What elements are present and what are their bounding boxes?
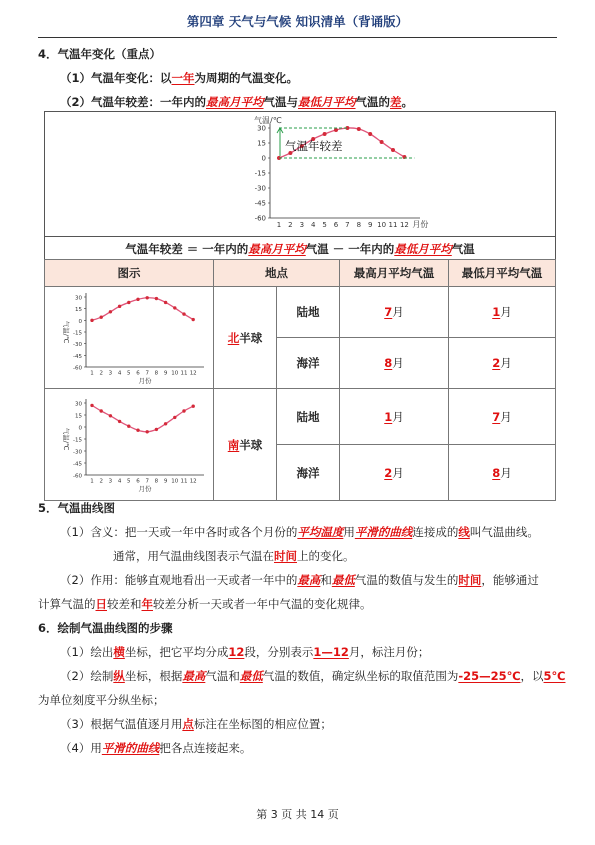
col-header: 图示 — [45, 260, 214, 287]
x-tick-label: 10 — [171, 478, 179, 485]
text: 计算气温的 — [38, 597, 96, 611]
data-point — [380, 140, 384, 144]
key-term: 2 — [384, 465, 393, 480]
key-term: 最高 — [297, 573, 321, 587]
y-tick-label: 0 — [261, 154, 266, 163]
max-cell — [340, 287, 449, 338]
page-footer: 第 3 页 共 14 页 — [256, 808, 339, 821]
hemisphere-cell — [214, 287, 277, 389]
text: ，以 — [520, 669, 544, 683]
y-tick-label: -15 — [254, 169, 266, 178]
s6-line1 — [60, 644, 429, 660]
x-axis-label: 月份 — [138, 485, 152, 493]
y-tick-label: -30 — [73, 342, 82, 349]
key-term: 最低月平均 — [394, 242, 452, 256]
max-cell — [340, 389, 449, 445]
text: 气温 － 一年内的 — [305, 242, 395, 256]
data-point — [100, 316, 103, 319]
key-term: 一年 — [171, 71, 195, 85]
data-point — [90, 404, 93, 407]
y-tick-label: 15 — [75, 413, 82, 420]
text: 通常，用气温曲线图表示气温在 — [113, 549, 274, 563]
s4-line1 — [60, 70, 298, 86]
text: 月 — [500, 409, 512, 424]
table-row — [45, 389, 556, 445]
x-tick-label: 5 — [127, 370, 131, 377]
key-term: 8 — [492, 465, 501, 480]
col-header: 地点 — [214, 260, 340, 287]
data-point — [136, 298, 139, 301]
s5-line2 — [113, 548, 355, 564]
x-tick-label: 11 — [180, 478, 188, 485]
s4-line2 — [60, 94, 413, 110]
temperature-curve — [92, 298, 193, 321]
key-term: 最高月平均 — [248, 242, 306, 256]
data-point — [100, 409, 103, 412]
text: 段，分别表示 — [244, 645, 314, 659]
key-term: 线 — [458, 525, 470, 539]
y-tick-label: -60 — [73, 365, 82, 372]
x-tick-label: 9 — [163, 478, 168, 485]
key-term: 平滑的曲线 — [101, 741, 160, 755]
x-tick-label: 11 — [180, 370, 188, 377]
x-axis-label: 月份 — [138, 377, 152, 385]
x-tick-label: 8 — [154, 478, 159, 485]
text: 较差和 — [107, 597, 142, 611]
text: 坐标，把它平均分成 — [124, 645, 229, 659]
x-tick-label: 8 — [154, 370, 159, 377]
data-point — [182, 409, 185, 412]
x-tick-label: 8 — [356, 221, 362, 229]
data-point — [334, 128, 338, 132]
x-tick-label: 6 — [136, 370, 140, 377]
y-tick-label: -30 — [254, 184, 266, 193]
y-tick-label: -45 — [73, 461, 82, 468]
key-term: 北 — [227, 330, 240, 345]
x-tick-label: 4 — [310, 221, 316, 229]
data-point — [118, 420, 121, 423]
x-tick-label: 11 — [388, 221, 398, 229]
temperature-curve — [92, 405, 193, 431]
section-5-heading: 5．气温曲线图 — [38, 501, 116, 515]
y-tick-label: 30 — [257, 124, 266, 133]
key-term: 12 — [228, 645, 245, 659]
text: （2）气温年较差：一年内的 — [60, 95, 207, 109]
table-header-row — [45, 260, 556, 287]
x-tick-label: 1 — [276, 221, 282, 229]
text: （1）绘出 — [60, 645, 114, 659]
key-term: 7 — [384, 305, 393, 319]
text: 气温的 — [355, 95, 391, 109]
formula — [45, 241, 555, 257]
text: 月 — [500, 465, 512, 480]
s5-line3 — [60, 572, 539, 588]
x-tick-label: 5 — [322, 221, 327, 229]
text: 标注在坐标图的相应位置； — [193, 717, 332, 731]
place-cell: 陆地 — [277, 287, 340, 338]
key-term: 最低 — [331, 573, 355, 587]
y-tick-label: -45 — [254, 199, 266, 208]
key-term: 时间 — [458, 573, 482, 587]
text: 为周期的气温变化。 — [194, 71, 299, 85]
min-cell — [449, 445, 556, 501]
text: 和 — [320, 573, 332, 587]
key-term: 8 — [384, 356, 393, 370]
key-term: 最高月平均 — [206, 95, 264, 109]
x-tick-label: 6 — [333, 221, 339, 229]
south-hemisphere-chart — [46, 389, 212, 497]
data-point — [146, 296, 149, 299]
data-point — [90, 319, 93, 322]
north-chart-cell — [45, 287, 214, 389]
text: （3）根据气温值逐月用 — [60, 717, 183, 731]
x-tick-label: 10 — [377, 221, 387, 229]
x-tick-label: 7 — [145, 370, 149, 377]
x-tick-label: 2 — [99, 478, 103, 485]
header-rule — [38, 37, 557, 38]
text: （1）含义：把一天或一年中各时或各个月份的 — [60, 525, 298, 539]
data-point — [357, 127, 361, 131]
key-term: 平滑的曲线 — [354, 525, 413, 539]
y-axis-label: 气温/℃ — [62, 427, 70, 451]
text: 月 — [392, 356, 404, 370]
y-tick-label: -15 — [73, 330, 82, 337]
key-term: 时间 — [274, 549, 297, 563]
s6-line2b: 为单位刻度平分纵坐标； — [38, 693, 165, 707]
key-term: 7 — [492, 409, 501, 424]
key-term: 1 — [384, 409, 393, 424]
text: 月，标注月份； — [348, 645, 430, 659]
text: 气温和 — [205, 669, 240, 683]
text: 较差分析一天或者一年中气温的变化规律。 — [153, 597, 372, 611]
x-tick-label: 7 — [345, 221, 350, 229]
min-cell — [449, 338, 556, 389]
data-point — [164, 301, 167, 304]
text: 叫气温曲线。 — [469, 525, 539, 539]
key-term: 横 — [113, 645, 125, 659]
key-term: 日 — [95, 597, 107, 611]
y-tick-label: -15 — [73, 437, 82, 444]
data-point — [155, 297, 158, 300]
chart-annotation: 气温年较差 — [285, 139, 343, 153]
text: 月 — [500, 356, 512, 370]
place-cell: 海洋 — [277, 445, 340, 501]
s6-line3 — [60, 716, 332, 732]
col-header: 最低月平均气温 — [449, 260, 556, 287]
x-tick-label: 3 — [108, 370, 113, 377]
y-tick-label: -60 — [254, 214, 266, 223]
text: 。 — [401, 95, 414, 109]
text: （4）用 — [60, 741, 102, 755]
key-term: 年 — [141, 597, 153, 611]
text: ，能够通过 — [481, 573, 539, 587]
y-tick-label: 0 — [78, 425, 82, 432]
x-tick-label: 6 — [136, 478, 140, 485]
data-point — [192, 318, 195, 321]
text: 上的变化。 — [297, 549, 355, 563]
y-tick-label: 30 — [75, 295, 82, 302]
formula-box — [44, 236, 556, 260]
key-term: 最低月平均 — [298, 95, 356, 109]
key-term: 平均温度 — [297, 525, 344, 539]
text: （2）绘制 — [60, 669, 114, 683]
text: 气温年较差 ＝ 一年内的 — [125, 242, 249, 256]
annual-temperature-chart — [45, 112, 555, 236]
south-chart-cell — [45, 389, 214, 501]
data-point — [146, 430, 149, 433]
text: 月 — [500, 305, 512, 319]
north-hemisphere-chart — [46, 287, 212, 385]
col-header: 最高月平均气温 — [340, 260, 449, 287]
text: （2）作用：能够直观地看出一天或者一年中的 — [60, 573, 298, 587]
max-cell — [340, 338, 449, 389]
data-point — [127, 425, 130, 428]
key-term: 最低 — [239, 669, 263, 683]
x-tick-label: 1 — [90, 370, 94, 377]
data-point — [118, 305, 121, 308]
key-term: 点 — [182, 717, 194, 731]
key-term: 2 — [492, 356, 501, 370]
x-tick-label: 3 — [299, 221, 305, 229]
text: 把各点连接起来。 — [159, 741, 252, 755]
data-point — [173, 306, 176, 309]
text: 月 — [392, 305, 404, 319]
s6-line4 — [60, 740, 251, 756]
x-tick-label: 9 — [367, 221, 373, 229]
x-tick-label: 12 — [189, 478, 197, 485]
key-term: 5℃ — [543, 669, 566, 683]
place-cell: 陆地 — [277, 389, 340, 445]
x-tick-label: 7 — [145, 478, 149, 485]
data-point — [323, 132, 327, 136]
x-tick-label: 12 — [399, 221, 409, 229]
text: 连接成的 — [412, 525, 459, 539]
text: 半球 — [239, 330, 263, 345]
section-4-heading: 4．气温年变化（重点） — [38, 47, 162, 61]
key-term: 1 — [492, 305, 501, 319]
x-tick-label: 1 — [90, 478, 94, 485]
data-point — [192, 405, 195, 408]
hemisphere-table — [44, 259, 556, 501]
text: 月 — [392, 409, 404, 424]
x-tick-label: 12 — [189, 370, 197, 377]
data-point — [127, 301, 130, 304]
y-tick-label: -30 — [73, 449, 82, 456]
x-tick-label: 2 — [99, 370, 103, 377]
y-tick-label: -60 — [73, 473, 82, 480]
key-term: 最高 — [182, 669, 206, 683]
hemisphere-cell — [214, 389, 277, 501]
y-axis-label: 气温/℃ — [62, 320, 70, 344]
x-tick-label: 3 — [108, 478, 113, 485]
min-cell — [449, 287, 556, 338]
text: 气温 — [451, 242, 475, 256]
y-tick-label: 15 — [257, 139, 266, 148]
s5-line4 — [38, 596, 372, 612]
s6-line2 — [60, 668, 565, 684]
key-term: 差 — [390, 95, 402, 109]
x-tick-label: 5 — [127, 478, 131, 485]
data-point — [136, 429, 139, 432]
data-point — [368, 132, 372, 136]
x-tick-label: 4 — [117, 478, 122, 485]
section-6-heading: 6．绘制气温曲线图的步骤 — [38, 621, 173, 635]
x-tick-label: 2 — [288, 221, 293, 229]
y-tick-label: 30 — [75, 401, 82, 408]
text: （1）气温年变化：以 — [60, 71, 172, 85]
data-point — [109, 414, 112, 417]
y-tick-label: -45 — [73, 353, 82, 360]
data-point — [155, 428, 158, 431]
key-term: 纵 — [113, 669, 125, 683]
data-point — [164, 422, 167, 425]
text: 气温的数值，确定纵坐标的取值范围为 — [262, 669, 459, 683]
y-tick-label: 15 — [75, 307, 82, 314]
s5-line1 — [60, 524, 539, 540]
x-tick-label: 4 — [117, 370, 122, 377]
text: 坐标，根据 — [124, 669, 183, 683]
key-term: 1—12 — [313, 645, 349, 659]
x-tick-label: 10 — [171, 370, 179, 377]
main-chart-box — [44, 111, 556, 237]
x-axis-label: 月份 — [412, 220, 429, 229]
data-point — [109, 310, 112, 313]
text: 气温的数值与发生的 — [354, 573, 459, 587]
data-point — [391, 148, 395, 152]
page-header: 第四章 天气与气候 知识清单（背诵版） — [186, 14, 409, 29]
place-cell: 海洋 — [277, 338, 340, 389]
y-axis-label: 气温/℃ — [254, 116, 282, 125]
text: 月 — [392, 465, 404, 480]
min-cell — [449, 389, 556, 445]
max-cell — [340, 445, 449, 501]
key-term: 南 — [227, 437, 240, 452]
text: 气温与 — [263, 95, 299, 109]
data-point — [173, 416, 176, 419]
table-row — [45, 287, 556, 338]
x-tick-label: 9 — [163, 370, 168, 377]
text: 用 — [343, 525, 355, 539]
key-term: -25—25℃ — [458, 669, 521, 683]
data-point — [182, 312, 185, 315]
y-tick-label: 0 — [78, 318, 82, 325]
text: 半球 — [239, 437, 263, 452]
